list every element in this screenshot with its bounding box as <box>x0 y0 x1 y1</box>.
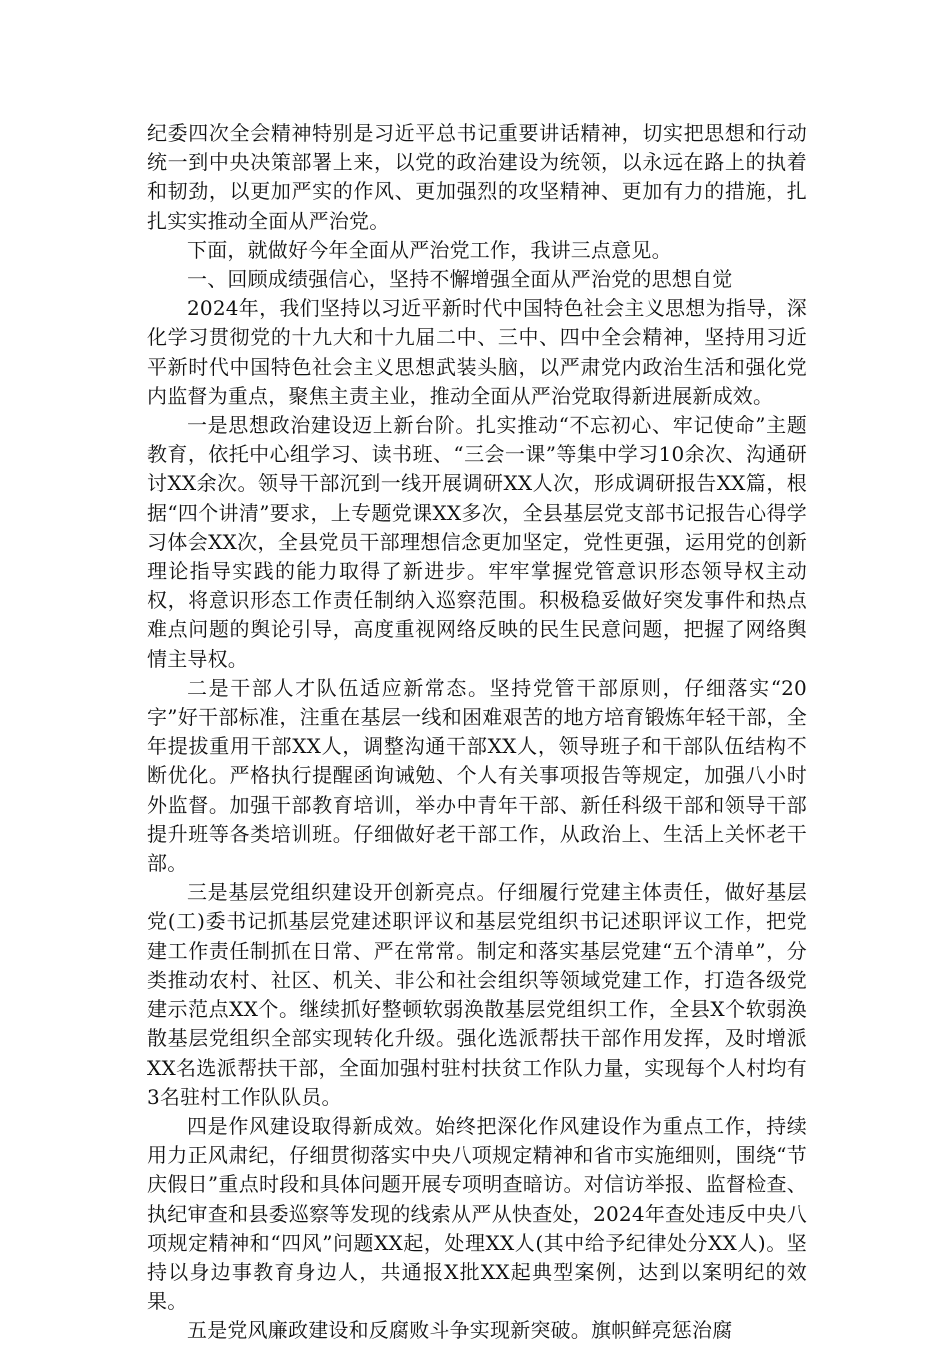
paragraph-continuation: 纪委四次全会精神特别是习近平总书记重要讲话精神，切实把思想和行动统一到中央决策部署上来，以党的政治建设为统领，以永远在路上的执着和韧劲，以更加严实的作风、更加强烈的攻坚精神、更加有力的措施，扎扎实实推动全面从严治党。 <box>147 121 807 233</box>
paragraph-point-2: 二是干部人才队伍适应新常态。坚持党管干部原则，仔细落实“20字”好干部标准，注重在基层一线和困难艰苦的地方培育锻炼年轻干部，全年提拔重用干部XX人，调整沟通干部XX人，领导班子和干部队伍结构不断优化。严格执行提醒函询诫勉、个人有关事项报告等规定，加强八小时外监督。加强干部教育培训，举办中青年干部、新任科级干部和领导干部提升班等各类培训班。仔细做好老干部工作，从政治上、生活上关怀老干部。 <box>147 675 807 876</box>
paragraph-point-4: 四是作风建设取得新成效。始终把深化作风建设作为重点工作，持续用力正风肃纪，仔细贯彻落实中央八项规定精神和省市实施细则，围绕“节庆假日”重点时段和具体问题开展专项明查暗访。对信访举报、监督检查、执纪审查和县委巡察等发现的线索从严从快查处，2024年查处违反中央八项规定精神和“四风”问题XX起，处理XX人(其中给予纪律处分XX人)。坚持以身边事教育身边人，共通报X批XX起典型案例，达到以案明纪的效果。 <box>147 1113 807 1314</box>
paragraph-point-3: 三是基层党组织建设开创新亮点。仔细履行党建主体责任，做好基层党(工)委书记抓基层党建述职评议和基层党组织书记述职评议工作，把党建工作责任制抓在日常、严在常常。制定和落实基层党建“五个清单”，分类推动农村、社区、机关、非公和社会组织等领域党建工作，打造各级党建示范点XX个。继续抓好整顿软弱涣散基层党组织工作，全县X个软弱涣散基层党组织全部实现转化升级。强化选派帮扶干部作用发挥，及时增派XX名选派帮扶干部，全面加强村驻村扶贫工作队力量，实现每个人村均有3名驻村工作队队员。 <box>147 880 807 1109</box>
paragraph-point-1: 一是思想政治建设迈上新台阶。扎实推动“不忘初心、牢记使命”主题教育，依托中心组学习、读书班、“三会一课”等集中学习10余次、沟通研讨XX余次。领导干部沉到一线开展调研XX人次，形成调研报告XX篇，根据“四个讲清”要求，上专题党课XX多次，全县基层党支部书记报告心得学习体会XX次，全县党员干部理想信念更加坚定，党性更强，运用党的创新理论指导实践的能力取得了新进步。牢牢掌握党管意识形态领导权主动权，将意识形态工作责任制纳入巡察范围。积极稳妥做好突发事件和热点难点问题的舆论引导，高度重视网络反映的民生民意问题，把握了网络舆情主导权。 <box>147 413 807 671</box>
paragraph-intro: 下面，就做好今年全面从严治党工作，我讲三点意见。 <box>187 237 672 262</box>
section-heading-1: 一、回顾成绩强信心，坚持不懈增强全面从严治党的思想自觉 <box>187 267 733 292</box>
paragraph-2024-summary: 2024年，我们坚持以习近平新时代中国特色社会主义思想为指导，深化学习贯彻党的十九大和十九届二中、三中、四中全会精神，坚持用习近平新时代中国特色社会主义思想武装头脑，以严肃党内政治生活和强化党内监督为重点，聚焦主责主业，推动全面从严治党取得新进展新成效。 <box>147 296 807 408</box>
paragraph-point-5: 五是党风廉政建设和反腐败斗争实现新突破。旗帜鲜亮惩治腐 <box>187 1318 733 1343</box>
document-body <box>147 119 807 1346</box>
